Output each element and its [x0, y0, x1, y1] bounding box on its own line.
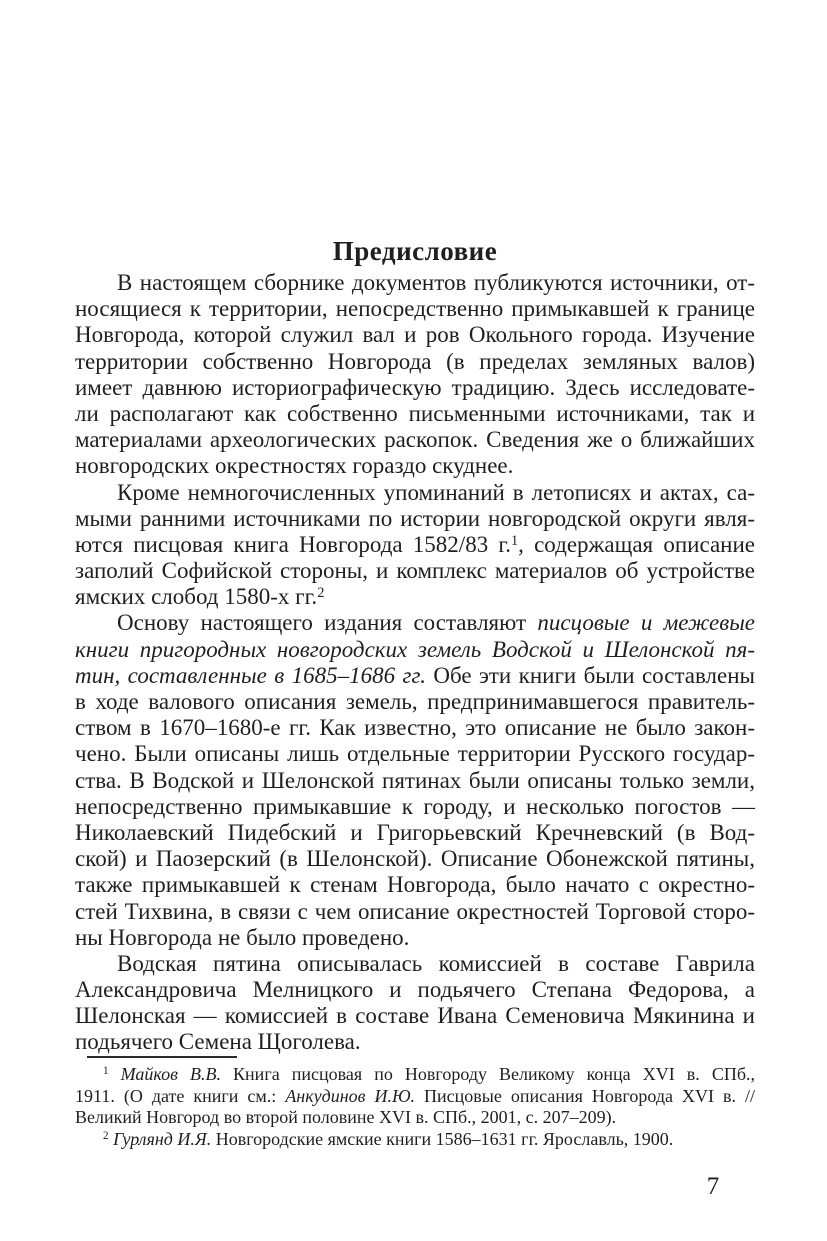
text-run: В настоящем сборнике документов публикуются источники, от- [117, 270, 755, 295]
text-run: Водская пятина описывалась комиссией в составе Гаврила [117, 950, 755, 976]
footnote-reference: 2 [103, 1130, 109, 1143]
text-run: Новгородские ямские книги 1586–1631 гг. Ярославль, 1900. [211, 1128, 674, 1149]
text-run: в ходе валового описания земель, предпринимавшегося правитель- [75, 689, 755, 714]
text-run: Кроме немногочисленных упоминаний в летописях и актах, са- [117, 479, 755, 505]
text-block [75, 0, 755, 1241]
footnotes [75, 1064, 755, 1150]
footnote-line [75, 1107, 755, 1129]
paragraph [75, 270, 755, 480]
text-run: Писцовые описания Новгорода XVI в. // [415, 1085, 755, 1106]
text-run [109, 1064, 121, 1084]
body-text-line [75, 794, 755, 820]
body-text-line [75, 322, 755, 348]
footnote-reference: 2 [317, 585, 325, 602]
text-run: Шелонская — комиссией в составе Ивана Семеновича Мякинина и [75, 1003, 755, 1029]
text-run: 1911. (О дате книги см.: [75, 1085, 286, 1106]
footnote-line [75, 1064, 755, 1086]
body-text-line [75, 427, 755, 453]
body-text-line [75, 925, 755, 951]
body-text-line [75, 846, 755, 872]
footnote-line [75, 1086, 755, 1108]
body-text-line [75, 401, 755, 427]
text-run: тин, составленные в 1685–1686 гг. [75, 662, 426, 688]
text-run: также примыкавшей к стенам Новгорода, было начато с окрестно- [75, 872, 755, 898]
body-text-line [75, 715, 755, 741]
body-text-line [75, 820, 755, 846]
page-number: 7 [706, 1173, 720, 1200]
body-text-line [75, 480, 755, 506]
text-run: ской) и Паозерский (в Шелонской). Описание Обонежской пятины, [75, 846, 755, 872]
body-text-line [75, 1029, 755, 1055]
text-run: Новгорода, которой служил вал и ров Окольного города. Изучение [75, 322, 755, 348]
text-run: новгородских окрестностях гораздо скуднее. [75, 453, 514, 479]
paragraph [75, 1129, 755, 1151]
text-run: подьячего Семена Щоголева. [75, 1029, 361, 1055]
body-text-line [75, 951, 755, 977]
body-text-line [75, 584, 755, 610]
body-text-line [75, 768, 755, 794]
text-run: ямских слобод 1580-х гг. [75, 584, 318, 610]
text-run: ства. В Водской и Шелонской пятинах были описаны только земли, [75, 767, 755, 793]
text-run: материалами археологических раскопок. Сведения же о ближайших [75, 427, 755, 453]
page-title: Предисловие [332, 236, 498, 267]
text-run: имеет давнюю историографическую традицию. Здесь исследовате- [75, 374, 755, 400]
body-text-line [75, 270, 755, 296]
body-text-line [75, 532, 755, 558]
text-run: ли располагают как собственно письменными источниками, так и [75, 400, 755, 426]
footnote-line [75, 1129, 755, 1151]
text-run: ются писцовая книга Новгорода 1582/83 г. [75, 531, 511, 557]
body-text-line [75, 610, 755, 636]
text-run: Основу настоящего издания составляют [117, 610, 538, 636]
text-run: носящиеся к территории, непосредственно примыкавшей к границе [75, 296, 755, 322]
text-run: Анкудинов И.Ю. [285, 1085, 416, 1106]
text-run: , содержащая описание [518, 531, 755, 557]
text-run: книги пригородных новгородских земель Водской и Шелонской пя- [75, 636, 755, 662]
body-text-line [75, 741, 755, 767]
footnote-reference: 1 [511, 532, 519, 549]
body-text-line [75, 689, 755, 715]
text-run: территории собственно Новгорода (в пределах земляных валов) [75, 348, 755, 374]
body-text-line [75, 899, 755, 925]
body-text-line [75, 296, 755, 322]
text-run: Великий Новгород во второй половине XVI в. СПб., 2001, с. 207–209). [75, 1107, 617, 1128]
body-text-line [75, 558, 755, 584]
text-run: Александровича Мелницкого и подьячего Степана Федорова, а [75, 977, 755, 1003]
text-run: Книга писцовая по Новгороду Великому конца XVI в. СПб., [220, 1064, 756, 1084]
body-text-line [75, 637, 755, 663]
text-run: заполий Софийской стороны, и комплекс материалов об устройстве [75, 558, 755, 584]
text-run: стей Тихвина, в связи с чем описание окрестностей Торговой сторо- [75, 898, 755, 924]
text-run: мыми ранними источниками по истории новгородской округи явля- [75, 505, 755, 531]
body-text-line [75, 506, 755, 532]
body-text [75, 270, 755, 1056]
text-run: непосредственно примыкавшие к городу, и несколько погостов — [75, 793, 755, 819]
text-run: Гурлянд И.Я. [113, 1128, 212, 1149]
body-text-line [75, 872, 755, 898]
text-run: писцовые и межевые [537, 610, 755, 636]
footnote-reference: 1 [103, 1065, 109, 1078]
body-text-line [75, 977, 755, 1003]
text-run: Обе эти книги были составлены [425, 662, 755, 688]
paragraph [75, 480, 755, 611]
body-text-line [75, 349, 755, 375]
paragraph [75, 1064, 755, 1129]
body-text-line [75, 453, 755, 479]
text-run: Майков В.В. [120, 1064, 221, 1084]
text-run: чено. Были описаны лишь отдельные территории Русского государ- [75, 741, 755, 767]
text-run: ны Новгорода не было проведено. [75, 924, 410, 950]
paragraph [75, 610, 755, 950]
body-text-line [75, 375, 755, 401]
paragraph [75, 951, 755, 1056]
text-run: ством в 1670–1680-е гг. Как известно, это описание не было закон- [75, 715, 755, 741]
text-run: Николаевский Пидебский и Григорьевский Кречневский (в Вод- [75, 819, 755, 845]
body-text-line [75, 663, 755, 689]
footnote-separator-rule [87, 1056, 237, 1058]
body-text-line [75, 1003, 755, 1029]
